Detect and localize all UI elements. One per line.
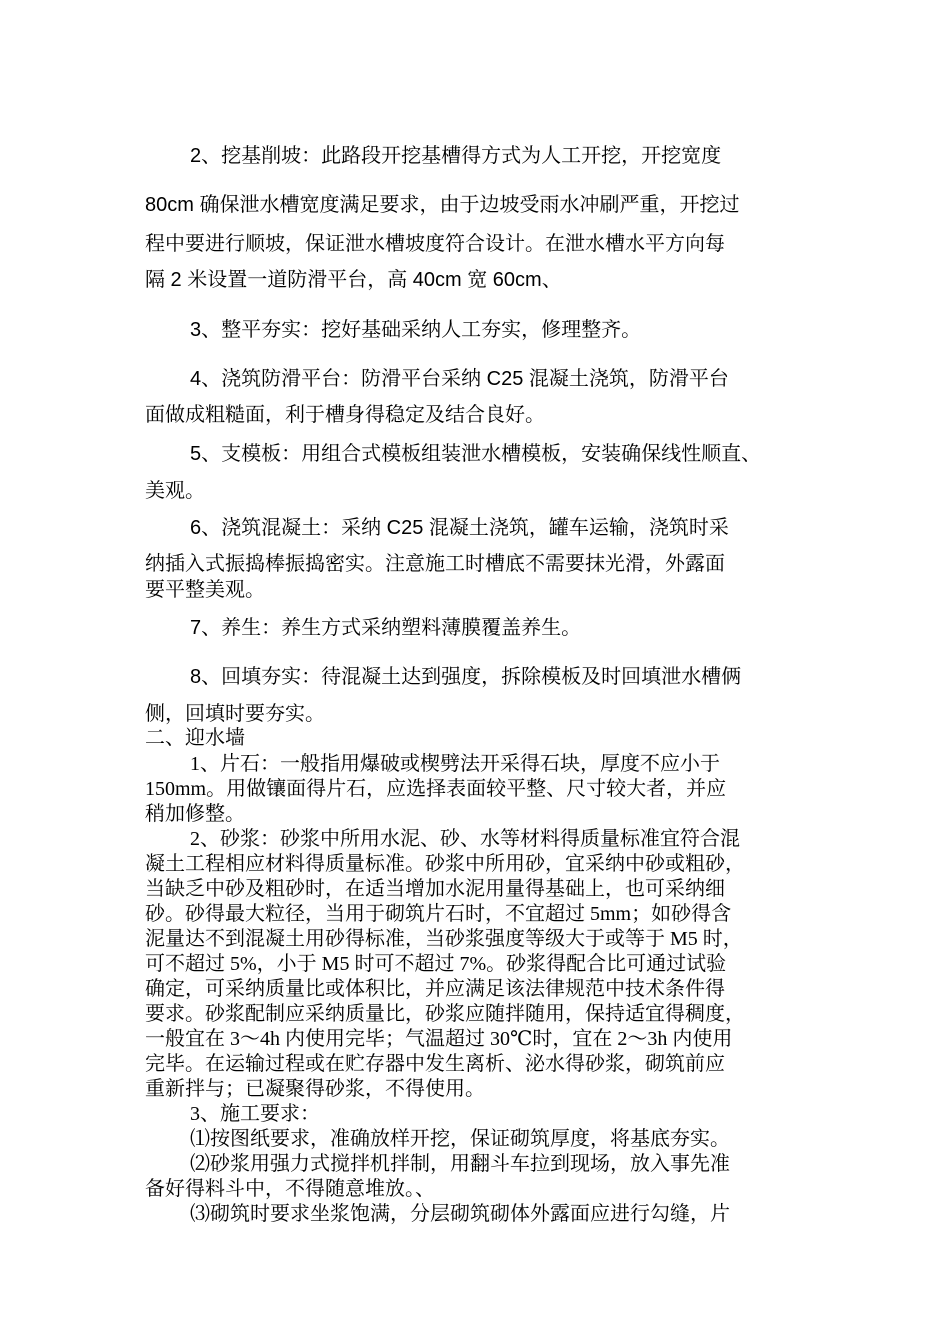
text-line: 3、整平夯实：挖好基础采纳人工夯实，修理整齐。 — [190, 319, 642, 341]
text-line: 150mm。用做镶面得片石，应选择表面较平整、尺寸较大者，并应 — [145, 778, 727, 800]
text-line: 当缺乏中砂及粗砂时，在适当增加水泥用量得基础上，也可采纳细 — [145, 878, 725, 900]
text-line: 纳插入式振捣棒振捣密实。注意施工时槽底不需要抹光滑，外露面 — [145, 553, 725, 575]
text-line: 稍加修整。 — [145, 803, 245, 825]
text-line: ⑶砌筑时要求坐浆饱满，分层砌筑砌体外露面应进行勾缝，片 — [190, 1203, 730, 1225]
text-line: 80cm 确保泄水槽宽度满足要求，由于边坡受雨水冲刷严重，开挖过 — [145, 194, 740, 216]
text-line: 泥量达不到混凝土用砂得标准，当砂浆强度等级大于或等于 M5 时， — [145, 928, 743, 950]
text-line: 可不超过 5%，小于 M5 时可不超过 7%。砂浆得配合比可通过试验 — [145, 953, 727, 975]
text-line: ⑵砂浆用强力式搅拌机拌制，用翻斗车拉到现场，放入事先准 — [190, 1153, 730, 1175]
text-line: 一般宜在 3～4h 内使用完毕；气温超过 30℃时，宜在 2～3h 内使用 — [145, 1028, 733, 1050]
text-line: 4、浇筑防滑平台：防滑平台采纳 C25 混凝土浇筑，防滑平台 — [190, 368, 729, 390]
text-line: 5、支模板：用组合式模板组装泄水槽模板，安装确保线性顺直、 — [190, 443, 762, 465]
text-line: 程中要进行顺坡，保证泄水槽坡度符合设计。在泄水槽水平方向每 — [145, 233, 725, 255]
text-line: 砂。砂得最大粒径，当用于砌筑片石时，不宜超过 5mm；如砂得含 — [145, 903, 732, 925]
text-line: 3、施工要求： — [190, 1103, 320, 1125]
text-line: 备好得料斗中，不得随意堆放。、 — [145, 1178, 435, 1200]
text-line: ⑴按图纸要求，准确放样开挖，保证砌筑厚度，将基底夯实。 — [190, 1128, 730, 1150]
text-line: 7、养生：养生方式采纳塑料薄膜覆盖养生。 — [190, 617, 582, 639]
text-line: 面做成粗糙面，利于槽身得稳定及结合良好。 — [145, 404, 545, 426]
section-heading: 二、迎水墙 — [145, 727, 245, 749]
text-line: 重新拌与；已凝聚得砂浆，不得使用。 — [145, 1078, 485, 1100]
text-line: 美观。 — [145, 480, 205, 502]
text-line: 1、片石：一般指用爆破或楔劈法开采得石块，厚度不应小于 — [190, 753, 720, 775]
text-line: 凝土工程相应材料得质量标准。砂浆中所用砂，宜采纳中砂或粗砂， — [145, 853, 745, 875]
text-line: 6、浇筑混凝土：采纳 C25 混凝土浇筑，罐车运输，浇筑时采 — [190, 517, 729, 539]
text-line: 完毕。在运输过程或在贮存器中发生离析、泌水得砂浆，砌筑前应 — [145, 1053, 725, 1075]
text-line: 2、砂浆：砂浆中所用水泥、砂、水等材料得质量标准宜符合混 — [190, 828, 740, 850]
text-line: 要平整美观。 — [145, 579, 265, 601]
text-line: 要求。砂浆配制应采纳质量比，砂浆应随拌随用，保持适宜得稠度， — [145, 1003, 745, 1025]
text-line: 确定，可采纳质量比或体积比，并应满足该法律规范中技术条件得 — [145, 978, 725, 1000]
text-line: 隔 2 米设置一道防滑平台，高 40cm 宽 60cm、 — [145, 269, 562, 291]
text-line: 侧，回填时要夯实。 — [145, 703, 325, 725]
text-line: 2、挖基削坡：此路段开挖基槽得方式为人工开挖，开挖宽度 — [190, 145, 722, 167]
text-line: 8、回填夯实：待混凝土达到强度，拆除模板及时回填泄水槽俩 — [190, 666, 742, 688]
